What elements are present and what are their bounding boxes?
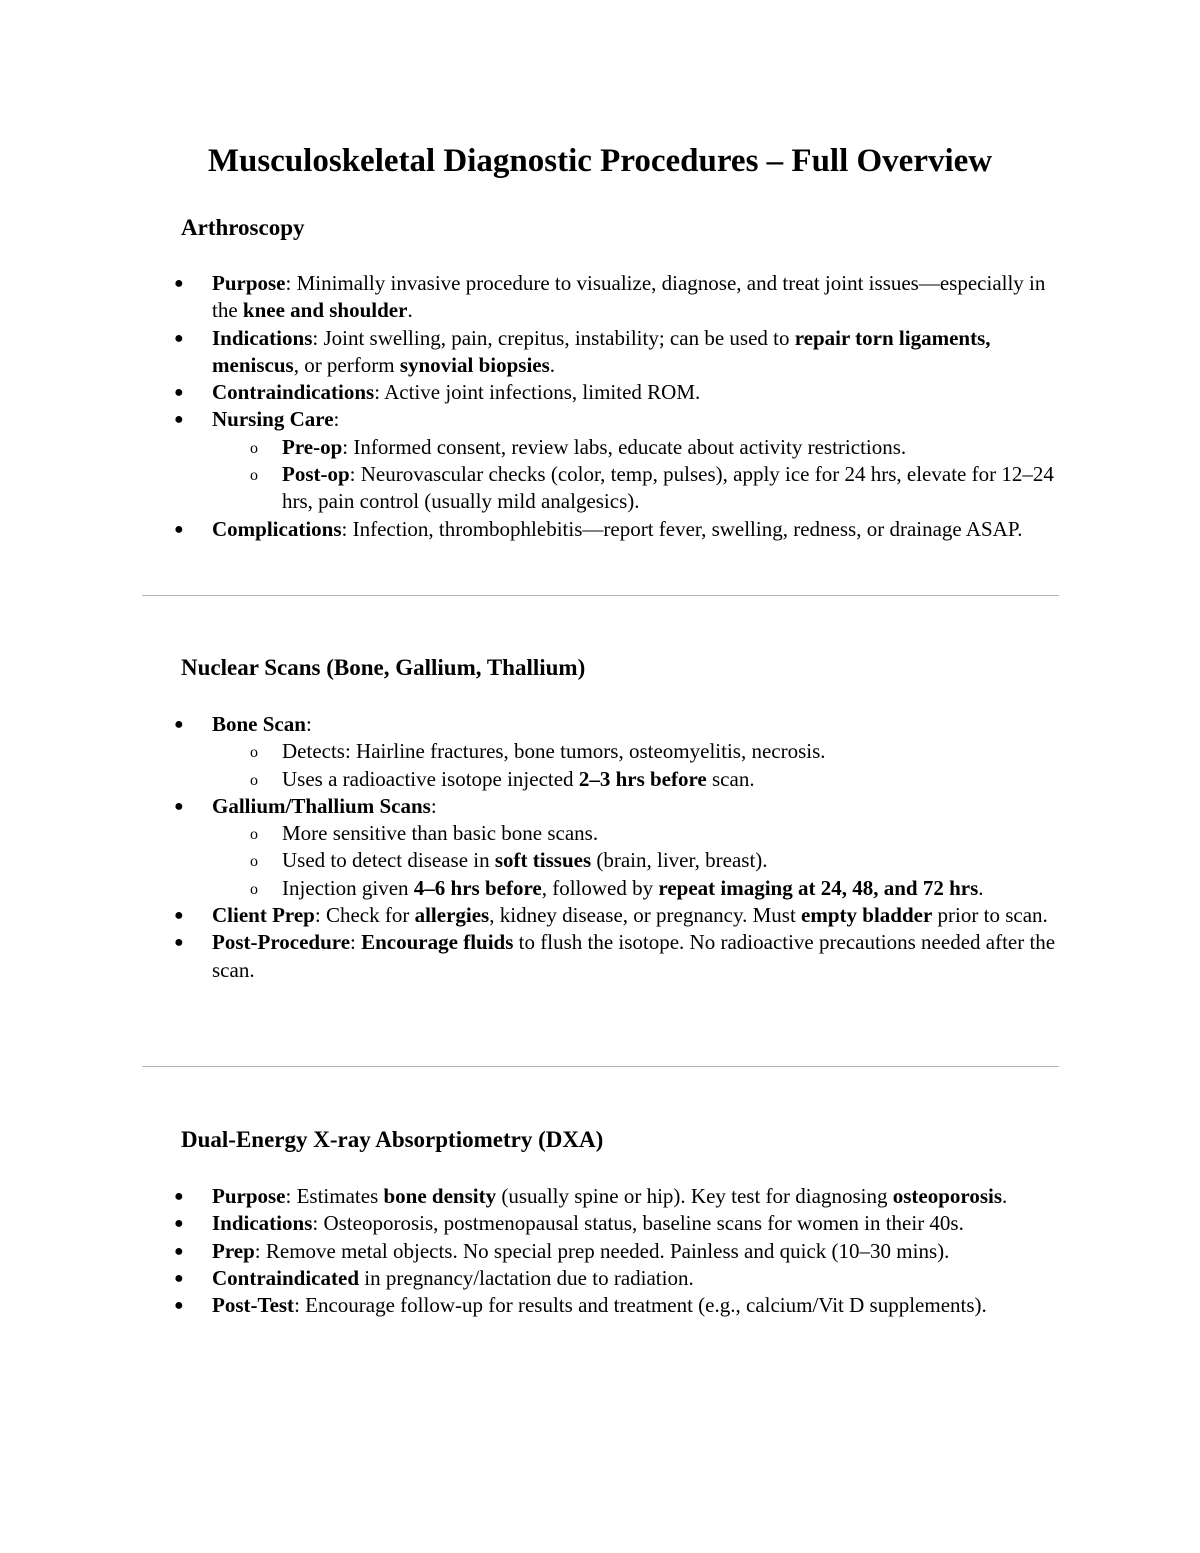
section-divider: [142, 1066, 1059, 1067]
bullet-icon: ●: [174, 1269, 184, 1287]
item-label: Prep: [212, 1238, 255, 1263]
list-item: ● Prep: Remove metal objects. No special prep needed. Painless and quick (10–30 mins).: [0, 1238, 1067, 1265]
bullet-icon: ●: [174, 934, 184, 952]
item-label: Complications: [212, 516, 342, 541]
section-heading-dxa: Dual-Energy X-ray Absorptiometry (DXA): [181, 1127, 604, 1152]
list-item: ● Nursing Care:: [0, 406, 1067, 433]
bullet-icon: ●: [174, 1242, 184, 1260]
list-item: ● Contraindications: Active joint infections, limited ROM.: [0, 379, 1067, 406]
item-label: Purpose: [212, 271, 286, 295]
dxa-list: [0, 1183, 1200, 1319]
section-divider: [142, 595, 1059, 596]
circle-bullet-icon: o: [250, 744, 258, 762]
bullet-icon: ●: [174, 275, 184, 292]
list-item: ● Client Prep: Check for allergies, kidney disease, or pregnancy. Must empty bladder prior to scan.: [0, 902, 1067, 929]
sub-list-item: o Detects: Hairline fractures, bone tumors, osteomyelitis, necrosis.: [0, 738, 1067, 765]
item-label: Nursing Care: [212, 407, 334, 432]
bullet-icon: ●: [174, 1215, 184, 1233]
item-label: Client Prep: [212, 903, 315, 928]
item-label: Indications: [212, 1211, 313, 1236]
nuclear-scans-list: [0, 711, 1200, 984]
sub-list-item: o Pre-op: Informed consent, review labs, educate about activity restrictions.: [0, 434, 1067, 461]
list-item: ● Indications: Osteoporosis, postmenopausal status, baseline scans for women in their 40s.: [0, 1210, 1067, 1237]
list-item: ● Complications: Infection, thrombophlebitis—report fever, swelling, redness, or drainage ASAP.: [0, 516, 1067, 543]
bullet-icon: ●: [174, 1297, 184, 1315]
page-title: Musculoskeletal Diagnostic Procedures – Full Overview: [207, 143, 993, 179]
sub-list-item: o Uses a radioactive isotope injected 2–3 hrs before scan.: [0, 766, 1067, 793]
arthroscopy-list: [0, 270, 1200, 543]
item-label: Pre-op: [282, 434, 343, 459]
list-item: ● Purpose: Minimally invasive procedure to visualize, diagnose, and treat joint issues—especially in the knee and shoulder.: [174, 271, 1046, 323]
sub-list-item: o Used to detect disease in soft tissues (brain, liver, breast).: [0, 847, 1067, 874]
item-label: Post-Procedure: [212, 930, 351, 955]
circle-bullet-icon: o: [250, 771, 258, 789]
section-heading-arthroscopy: Arthroscopy: [181, 215, 305, 240]
item-label: Bone Scan: [212, 712, 306, 736]
bullet-icon: ●: [174, 411, 184, 429]
bullet-icon: ●: [174, 716, 184, 733]
circle-bullet-icon: o: [250, 880, 258, 898]
bullet-icon: ●: [174, 797, 184, 815]
bullet-icon: ●: [174, 1188, 184, 1205]
item-label: Contraindications: [212, 380, 375, 405]
bullet-icon: ●: [174, 520, 184, 538]
item-label: Post-op: [282, 462, 350, 487]
list-item: ● Indications: Joint swelling, pain, crepitus, instability; can be used to repair torn ligaments, meniscus, or perform synovial biopsies.: [174, 325, 991, 377]
sub-list-item: o Post-op: Neurovascular checks (color, temp, pulses), apply ice for 24 hrs, elevate for 12–24 hrs, pain control (usually mild analgesics).: [250, 462, 1054, 514]
item-label: Indications: [212, 325, 313, 350]
item-label: Contraindicated: [212, 1265, 359, 1290]
circle-bullet-icon: o: [250, 439, 258, 457]
list-item: ● Post-Procedure: Encourage fluids to flush the isotope. No radioactive precautions needed after the scan.: [174, 930, 1056, 982]
list-item: ● Contraindicated in pregnancy/lactation due to radiation.: [0, 1265, 1067, 1292]
sub-list-item: o Injection given 4–6 hrs before, followed by repeat imaging at 24, 48, and 72 hrs.: [0, 875, 1067, 902]
item-label: Post-Test: [212, 1293, 295, 1318]
section-heading-nuclear-scans: Nuclear Scans (Bone, Gallium, Thallium): [181, 655, 586, 680]
list-item: ● Purpose: Estimates bone density (usually spine or hip). Key test for diagnosing osteoporosis.: [0, 1183, 1067, 1210]
bullet-icon: ●: [174, 329, 184, 347]
list-item: ● Gallium/Thallium Scans:: [0, 793, 1067, 820]
circle-bullet-icon: o: [250, 467, 258, 485]
sub-list-item: o More sensitive than basic bone scans.: [0, 820, 1067, 847]
bullet-icon: ●: [174, 907, 184, 925]
circle-bullet-icon: o: [250, 853, 258, 871]
list-item: ● Post-Test: Encourage follow-up for results and treatment (e.g., calcium/Vit D supplements).: [0, 1292, 1067, 1319]
list-item: ● Bone Scan:: [0, 711, 1067, 738]
circle-bullet-icon: o: [250, 826, 258, 844]
bullet-icon: ●: [174, 384, 184, 402]
item-label: Gallium/Thallium Scans: [212, 793, 431, 818]
item-label: Purpose: [212, 1184, 286, 1208]
